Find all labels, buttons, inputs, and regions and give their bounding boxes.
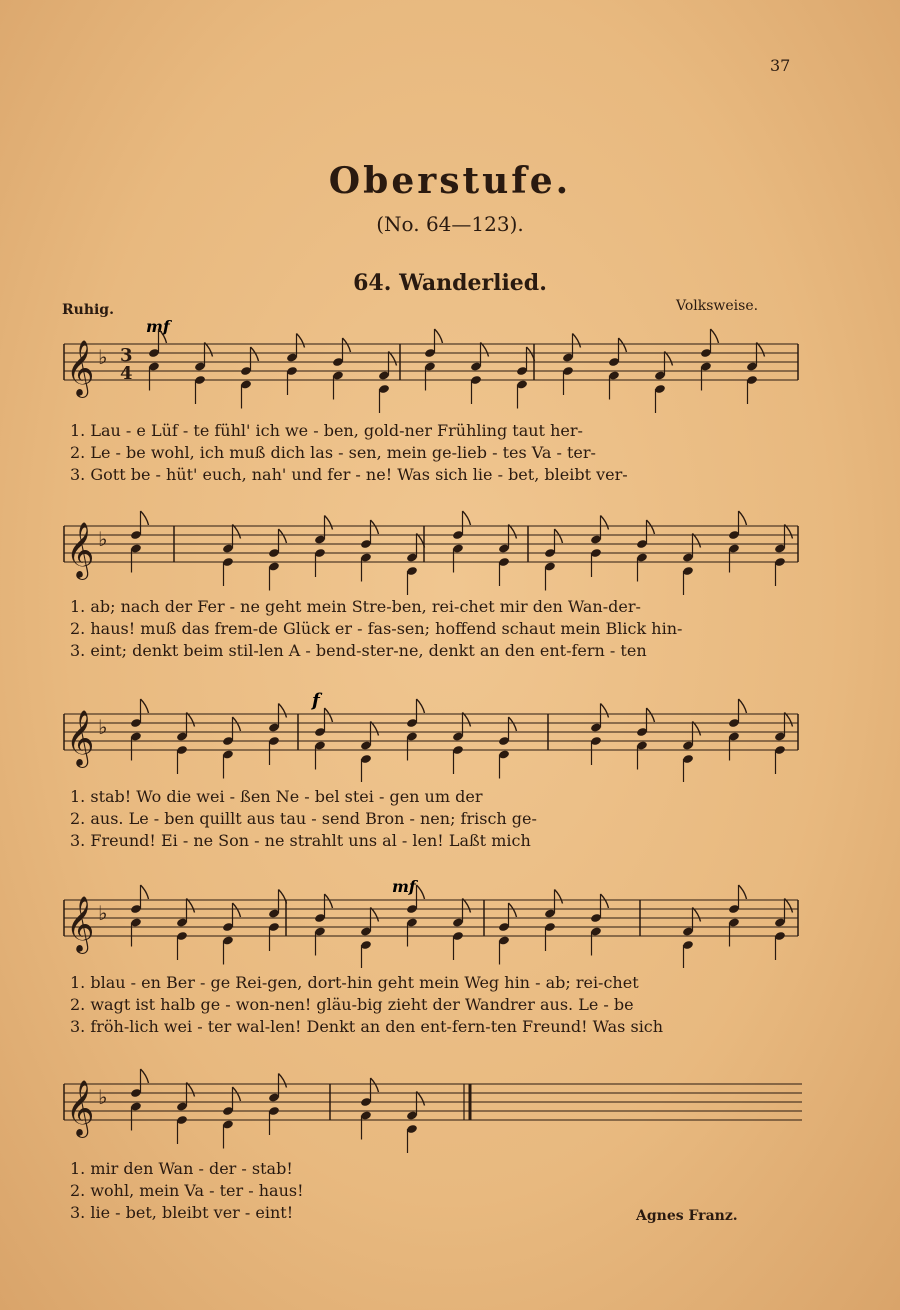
- note-flag: [647, 520, 655, 534]
- lyric-verse-1: 1. stab! Wo die wei - ßen Ne - bel stei - gen um der: [70, 787, 483, 806]
- treble-clef: 𝄞: [66, 340, 95, 396]
- note-flag: [739, 699, 747, 713]
- note-flag: [417, 1092, 425, 1106]
- note-flag: [251, 347, 259, 361]
- staff-system-3: [50, 682, 810, 782]
- note-flag: [711, 329, 719, 343]
- lyrics-system-4: [70, 972, 790, 1038]
- note-flag: [481, 343, 489, 357]
- note-flag: [297, 334, 305, 348]
- lyric-verse-3: 3. eint; denkt beim stil-len A - bend-ster-ne, denkt an den ent-fern - ten: [70, 641, 647, 660]
- lyric-verse-1: 1. mir den Wan - der - stab!: [70, 1159, 293, 1178]
- note-flag: [739, 885, 747, 899]
- treble-clef: 𝄞: [66, 896, 95, 952]
- note-flag: [739, 511, 747, 525]
- key-flat: ♭: [98, 901, 108, 925]
- note-flag: [785, 525, 793, 539]
- note-flag: [757, 343, 765, 357]
- key-flat: ♭: [98, 345, 108, 369]
- lyric-verse-2: 2. aus. Le - ben quillt aus tau - send Bron - nen; frisch ge-: [70, 809, 537, 828]
- time-signature-bottom: 4: [120, 363, 133, 384]
- note-flag: [325, 894, 333, 908]
- lyrics-system-3: [70, 786, 790, 852]
- note-flag: [371, 908, 379, 922]
- lyric-verse-2: 2. wagt ist halb ge - won-nen! gläu-big zieht der Wandrer aus. Le - be: [70, 995, 634, 1014]
- section-heading: Oberstufe.: [328, 160, 572, 202]
- treble-clef: 𝄞: [66, 522, 95, 578]
- dynamic-marking: mf: [146, 318, 170, 336]
- staff-system-5: [50, 1052, 810, 1162]
- staff-system-1: [50, 318, 810, 418]
- note-flag: [601, 894, 609, 908]
- lyric-verse-2: 2. haus! muß das frem-de Glück er - fas-sen; hoffend schaut mein Blick hin-: [70, 619, 683, 638]
- treble-clef: 𝄞: [66, 1080, 95, 1136]
- note-flag: [371, 1078, 379, 1092]
- note-flag: [785, 713, 793, 727]
- note-flag: [371, 520, 379, 534]
- tempo-marking: Ruhig.: [62, 302, 114, 318]
- note-flag: [187, 713, 195, 727]
- melody-origin: Volksweise.: [676, 298, 759, 314]
- lyrics-system-1: [70, 420, 790, 486]
- note-flag: [463, 511, 471, 525]
- lyrics-system-2: [70, 596, 790, 662]
- song-name: Wanderlied.: [399, 270, 547, 296]
- note-flag: [205, 343, 213, 357]
- lyric-verse-3: 3. fröh-lich wei - ter wal-len! Denkt an den ent-fern-ten Freund! Was sich: [70, 1017, 664, 1036]
- note-flag: [233, 717, 241, 731]
- note-flag: [325, 516, 333, 530]
- lyric-verse-3: 3. Gott be - hüt' euch, nah' und fer - ne! Was sich lie - bet, bleibt ver-: [70, 465, 628, 484]
- lyric-verse-3: 3. lie - bet, bleibt ver - eint!: [70, 1203, 294, 1222]
- note-flag: [463, 899, 471, 913]
- note-flag: [141, 885, 149, 899]
- lyric-verse-2: 2. wohl, mein Va - ter - haus!: [70, 1181, 304, 1200]
- lyric-verse-2: 2. Le - be wohl, ich muß dich las - sen, mein ge-lieb - tes Va - ter-: [70, 443, 596, 462]
- note-flag: [141, 1069, 149, 1083]
- key-flat: ♭: [98, 527, 108, 551]
- staff-system-4: [50, 868, 810, 968]
- note-flag: [509, 525, 517, 539]
- note-flag: [233, 1087, 241, 1101]
- note-flag: [693, 534, 701, 548]
- note-flag: [187, 899, 195, 913]
- staff-system-2: [50, 500, 810, 600]
- note-flag: [601, 704, 609, 718]
- note-flag: [417, 885, 425, 899]
- note-flag: [555, 890, 563, 904]
- page-number: 37: [770, 56, 791, 75]
- note-flag: [233, 903, 241, 917]
- note-flag: [601, 516, 609, 530]
- note-flag: [389, 352, 397, 366]
- lyric-verse-3: 3. Freund! Ei - ne Son - ne strahlt uns al - len! Laßt mich: [70, 831, 531, 850]
- note-flag: [619, 338, 627, 352]
- note-flag: [279, 1074, 287, 1088]
- key-flat: ♭: [98, 1085, 108, 1109]
- note-flag: [665, 352, 673, 366]
- note-flag: [693, 722, 701, 736]
- note-flag: [555, 529, 563, 543]
- note-flag: [509, 903, 517, 917]
- note-flag: [647, 708, 655, 722]
- key-flat: ♭: [98, 715, 108, 739]
- note-flag: [279, 890, 287, 904]
- dynamic-marking: f: [312, 690, 320, 711]
- note-flag: [187, 1083, 195, 1097]
- note-flag: [141, 699, 149, 713]
- dynamic-marking: mf: [392, 877, 416, 896]
- note-flag: [693, 908, 701, 922]
- song-number: 64.: [353, 270, 392, 296]
- note-flag: [417, 699, 425, 713]
- note-flag: [279, 704, 287, 718]
- note-flag: [371, 722, 379, 736]
- note-flag: [785, 899, 793, 913]
- time-signature-top: 3: [120, 345, 133, 366]
- note-flag: [573, 334, 581, 348]
- section-range: (No. 64—123).: [376, 212, 524, 236]
- note-flag: [509, 717, 517, 731]
- note-flag: [325, 708, 333, 722]
- note-flag: [141, 511, 149, 525]
- note-flag: [463, 713, 471, 727]
- note-flag: [233, 525, 241, 539]
- note-flag: [343, 338, 351, 352]
- note-flag: [279, 529, 287, 543]
- lyric-verse-1: 1. ab; nach der Fer - ne geht mein Stre-ben, rei-chet mir den Wan-der-: [70, 597, 641, 616]
- lyric-verse-1: 1. blau - en Ber - ge Rei-gen, dort-hin geht mein Weg hin - ab; rei-chet: [70, 973, 639, 992]
- note-flag: [435, 329, 443, 343]
- treble-clef: 𝄞: [66, 710, 95, 766]
- lyric-verse-1: 1. Lau - e Lüf - te fühl' ich we - ben, gold-ner Frühling taut her-: [70, 421, 583, 440]
- song-title: [0, 270, 900, 296]
- lyricist-credit: Agnes Franz.: [636, 1208, 738, 1224]
